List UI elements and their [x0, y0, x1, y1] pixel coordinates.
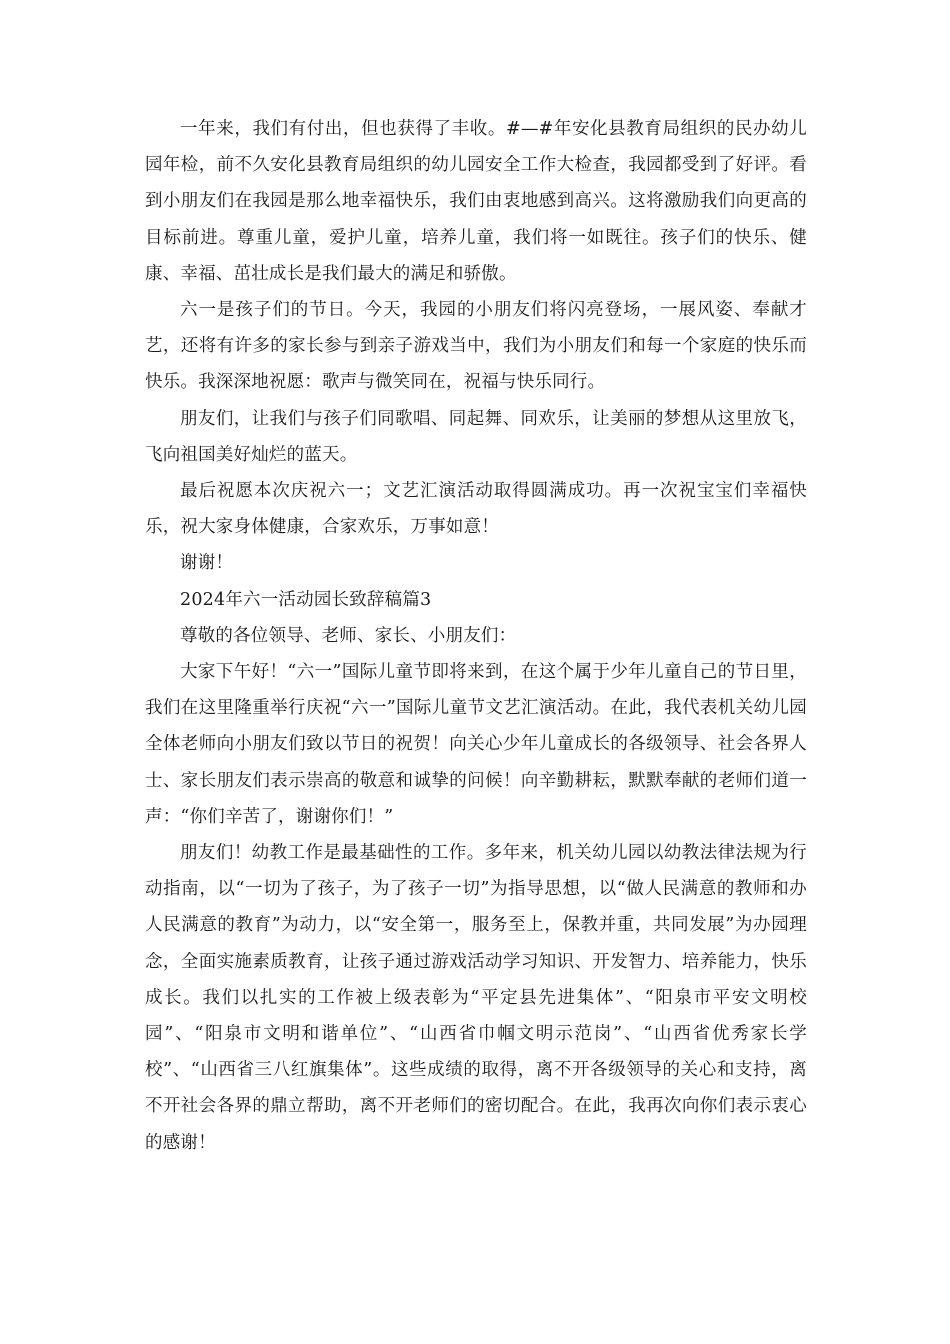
paragraph-thanks: 谢谢！ — [180, 553, 234, 574]
salutation: 尊敬的各位领导、老师、家长、小朋友们： — [180, 625, 517, 646]
section-heading: 2024年六一活动园长致辞稿篇3 — [180, 589, 432, 610]
paragraph-greeting: 大家下午好！“六一”国际儿童节即将来到，在这个属于少年儿童自己的节日里，我们在这里隆重举行庆祝“六一”国际儿童节文艺汇演活动。在此，我代表机关幼儿园全体老师向小朋友们致以节日的祝贺！向关心少年儿童成长的各级领导、社会各界人士、家长朋友们表示崇高的敬意和诚挚的问候！向辛勤耕耘，默默奉献的老师们道一声：“你们辛苦了，谢谢你们！” — [145, 662, 807, 827]
paragraph-achievements: 朋友们！幼教工作是最基础性的工作。多年来，机关幼儿园以幼教法律法规为行动指南，以“一切为了孩子，为了孩子一切”为指导思想，以“做人民满意的教师和办人民满意的教育”为动力，以“安全第一，服务至上，保教并重，共同发展”为办园理念，全面实施素质教育，让孩子通过游戏活动学习知识、开发智力、培养能力，快乐成长。我们以扎实的工作被上级表彰为“平定县先进集体”、“阳泉市平安文明校园”、“阳泉市文明和谐单位”、“山西省巾帼文明示范岗”、“山西省优秀家长学校”、“山西省三八红旗集体”。这些成绩的取得，离不开各级领导的关心和支持，离不开社会各界的鼎立帮助，离不开老师们的密切配合。在此，我再次向你们表示衷心的感谢！ — [145, 843, 807, 1153]
paragraph-harvest: 一年来，我们有付出，但也获得了丰收。#—#年安化县教育局组织的民办幼儿园年检，前不久安化县教育局组织的幼儿园安全工作大检查，我园都受到了好评。看到小朋友们在我园是那么地幸福快乐，我们由衷地感到高兴。这将激励我们向更高的目标前进。尊重儿童，爱护儿童，培养儿童，我们将一如既往。孩子们的快乐、健康、幸福、茁壮成长是我们最大的满足和骄傲。 — [145, 119, 807, 284]
paragraph-closing-wishes: 最后祝愿本次庆祝六一；文艺汇演活动取得圆满成功。再一次祝宝宝们幸福快乐，祝大家身体健康，合家欢乐，万事如意！ — [145, 481, 807, 538]
document-body — [145, 111, 807, 1161]
paragraph-friends: 朋友们，让我们与孩子们同歌唱、同起舞、同欢乐，让美丽的梦想从这里放飞，飞向祖国美好灿烂的蓝天。 — [145, 408, 807, 465]
paragraph-childrens-day: 六一是孩子们的节日。今天，我园的小朋友们将闪亮登场，一展风姿、奉献才艺，还将有许多的家长参与到亲子游戏当中，我们为小朋友们和每一个家庭的快乐而快乐。我深深地祝愿：歌声与微笑同在，祝福与快乐同行。 — [145, 300, 807, 393]
